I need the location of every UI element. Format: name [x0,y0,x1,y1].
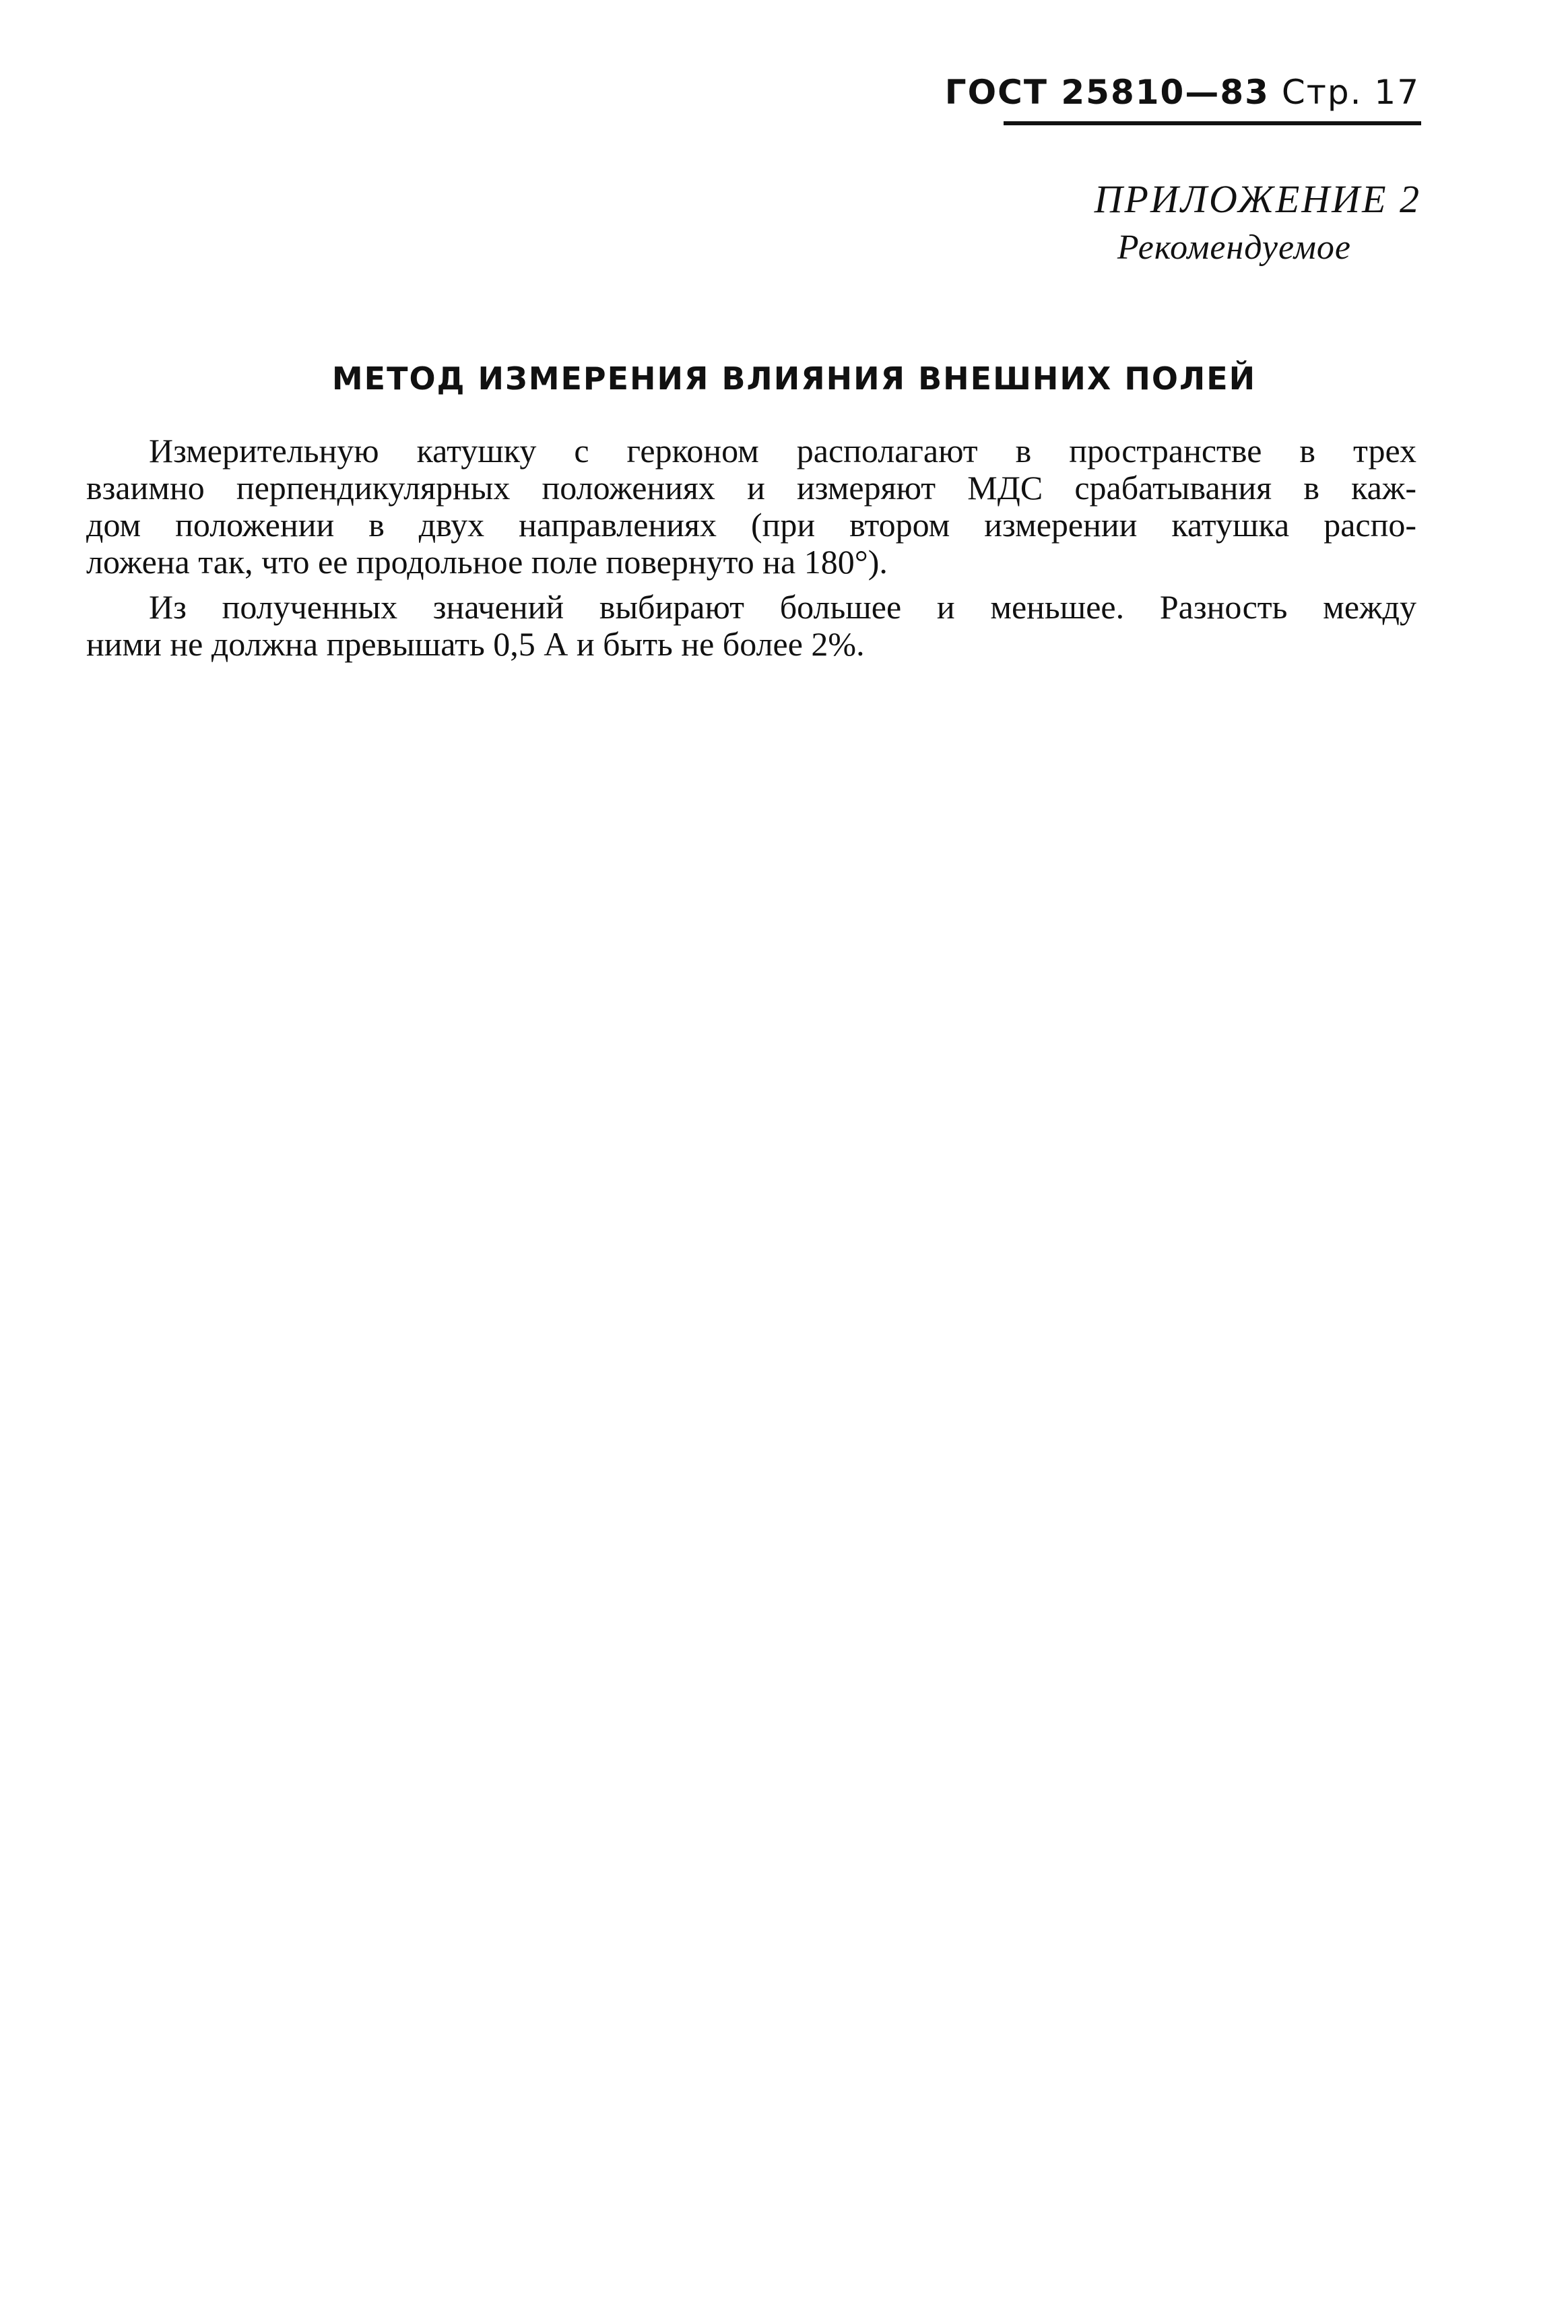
paragraph-line: Из полученных значений выбирают большее и меньшее. Разность между [149,588,1416,626]
paragraph-line: Измерительную катушку с герконом располагают в пространстве в трех [149,432,1416,470]
page-number: Стр. 17 [1281,73,1420,112]
header-rule [1004,121,1421,125]
appendix-status: Рекомендуемое [1117,228,1351,267]
running-header [945,73,1420,112]
paragraph-line: взаимно перпендикулярных положениях и измеряют МДС срабатывания в каж- [86,469,1416,507]
section-title: МЕТОД ИЗМЕРЕНИЯ ВЛИЯНИЯ ВНЕШНИХ ПОЛЕЙ [331,360,1257,397]
paragraph-1 [86,432,1416,581]
appendix-label: ПРИЛОЖЕНИЕ 2 [1094,177,1421,221]
standard-number: ГОСТ 25810—83 [944,73,1270,112]
paragraph-2 [86,589,1416,663]
paragraph-line: ложена так, что ее продольное поле повернуто на 180°). [86,543,888,581]
body-text [86,432,1416,671]
paragraph-line: дом положении в двух направлениях (при втором измерении катушка распо- [86,506,1416,544]
paragraph-line: ними не должна превышать 0,5 А и быть не более 2%. [86,625,865,663]
